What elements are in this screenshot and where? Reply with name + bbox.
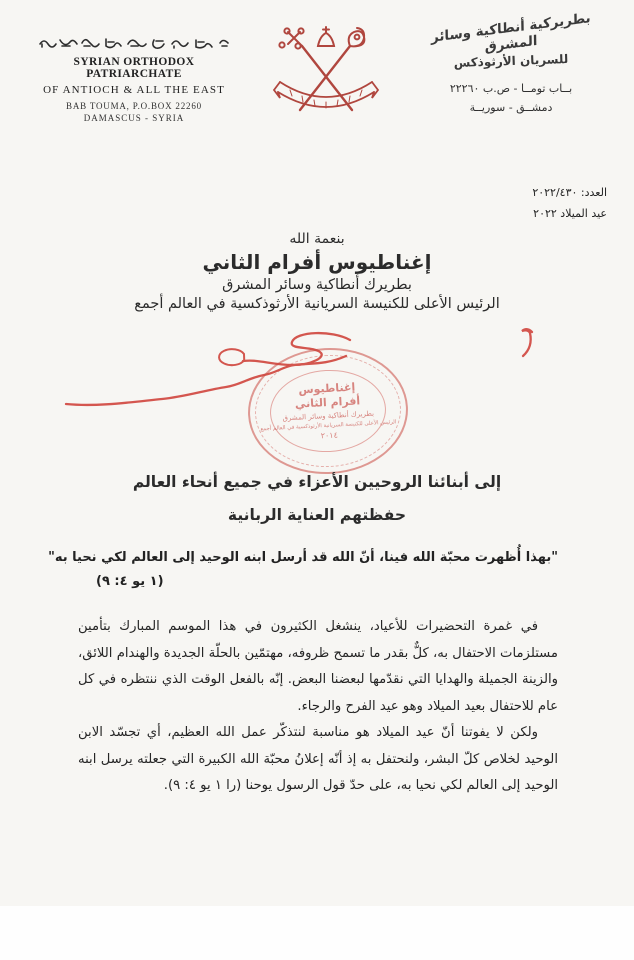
grace-line: بنعمة الله bbox=[289, 231, 345, 247]
patriarch-title-1: بطريرك أنطاكية وسائر المشرق bbox=[222, 277, 412, 293]
stamp-name-2: أفرام الثاني bbox=[294, 394, 361, 411]
city-arabic: دمشــق - سوريــة bbox=[469, 101, 553, 114]
patriarchal-seal-stamp bbox=[245, 344, 411, 478]
reference-occasion: عيد الميلاد ٢٠٢٢ bbox=[533, 207, 607, 220]
org-name-arabic-calligraphy: بطريركية أنطاكية وسائر المشرق bbox=[430, 10, 591, 56]
salutation-line-2: حفظتهم العناية الربانية bbox=[227, 506, 407, 524]
reference-block bbox=[532, 182, 607, 224]
letterhead-arabic-block bbox=[406, 10, 616, 114]
stamp-year: ٢٠١٤ bbox=[320, 430, 339, 441]
patriarch-title-2: الرئيس الأعلى للكنيسة السريانية الأرثوذكسية في العالم أجمع bbox=[134, 296, 500, 312]
verse-citation: (١ يو ٤: ٩) bbox=[96, 574, 164, 589]
letterhead-english-block bbox=[30, 34, 238, 123]
org-subname-english: OF ANTIOCH & ALL THE EAST bbox=[43, 84, 225, 96]
letter-body bbox=[78, 614, 558, 800]
stamp-title-2: الرئيس الأعلى للكنيسة السريانية الأرثوذكسية في العالم أجمع bbox=[260, 418, 397, 433]
city-english: DAMASCUS - SYRIA bbox=[83, 113, 185, 123]
body-paragraph-1: في غمرة التحضيرات للأعياد، ينشغل الكثيرون في هذا الموسم المبارك بتأمين مستلزمات الاحتفال به، كلٌّ بقدر ما تسمح ظروفه، مهتمّين بالحلّة الجديدة والهندام اللائق، والزينة الجميلة والهدايا التي نقدّمها لبعضنا البعض. إنّه بالفعل الوقت الذي ننتظره في كل عام للاحتفال بعيد الميلاد وهو عيد الفرح والرجاء. bbox=[78, 619, 558, 714]
patriarch-name: إغناطيوس أفرام الثاني bbox=[202, 250, 432, 274]
syriac-script-title bbox=[36, 34, 232, 50]
scan-edge bbox=[0, 906, 634, 960]
stamp-title-1: بطريرك أنطاكية وسائر المشرق bbox=[282, 409, 375, 423]
patriarchate-crest-icon bbox=[268, 24, 384, 124]
salutation-line-1: إلى أبنائنا الروحيين الأعزاء في جميع أنحاء العالم bbox=[132, 473, 502, 491]
patriarch-heading bbox=[0, 231, 634, 312]
reference-number: العدد: ٢٠٢٢/٤٣٠ bbox=[532, 186, 607, 199]
body-paragraph-2: ولكن لا يفوتنا أنّ عيد الميلاد هو مناسبة لنتذكّر عمل الله العظيم، أي تجسّد الابن الوحيد لخلاص كلّ البشر، ولنحتفل به إذ أنّه إعلانُ محبّة الله الكبيرة التي جعلته يرسل ابنه الوحيد إلى العالم لكي نحيا به، على حدّ قول الرسول يوحنا (را ١ يو ٤: ٩). bbox=[78, 725, 558, 793]
scripture-verse bbox=[48, 550, 558, 589]
address-arabic: بــاب تومــا - ص.ب ٢٢٢٦٠ bbox=[449, 82, 573, 95]
org-name-english: SYRIAN ORTHODOX PATRIARCHATE bbox=[73, 56, 195, 80]
org-subname-arabic-calligraphy: للسريان الأرثوذكس bbox=[453, 52, 569, 70]
salutation bbox=[0, 466, 634, 532]
address-english: BAB TOUMA, P.O.BOX 22260 bbox=[66, 101, 202, 111]
verse-text: "بهذا أُظهرت محبّة الله فينا، أنّ الله قد أرسل ابنه الوحيد إلى العالم لكي نحيا به" bbox=[48, 550, 558, 565]
stamp-name-1: إغناطيوس bbox=[298, 380, 356, 397]
